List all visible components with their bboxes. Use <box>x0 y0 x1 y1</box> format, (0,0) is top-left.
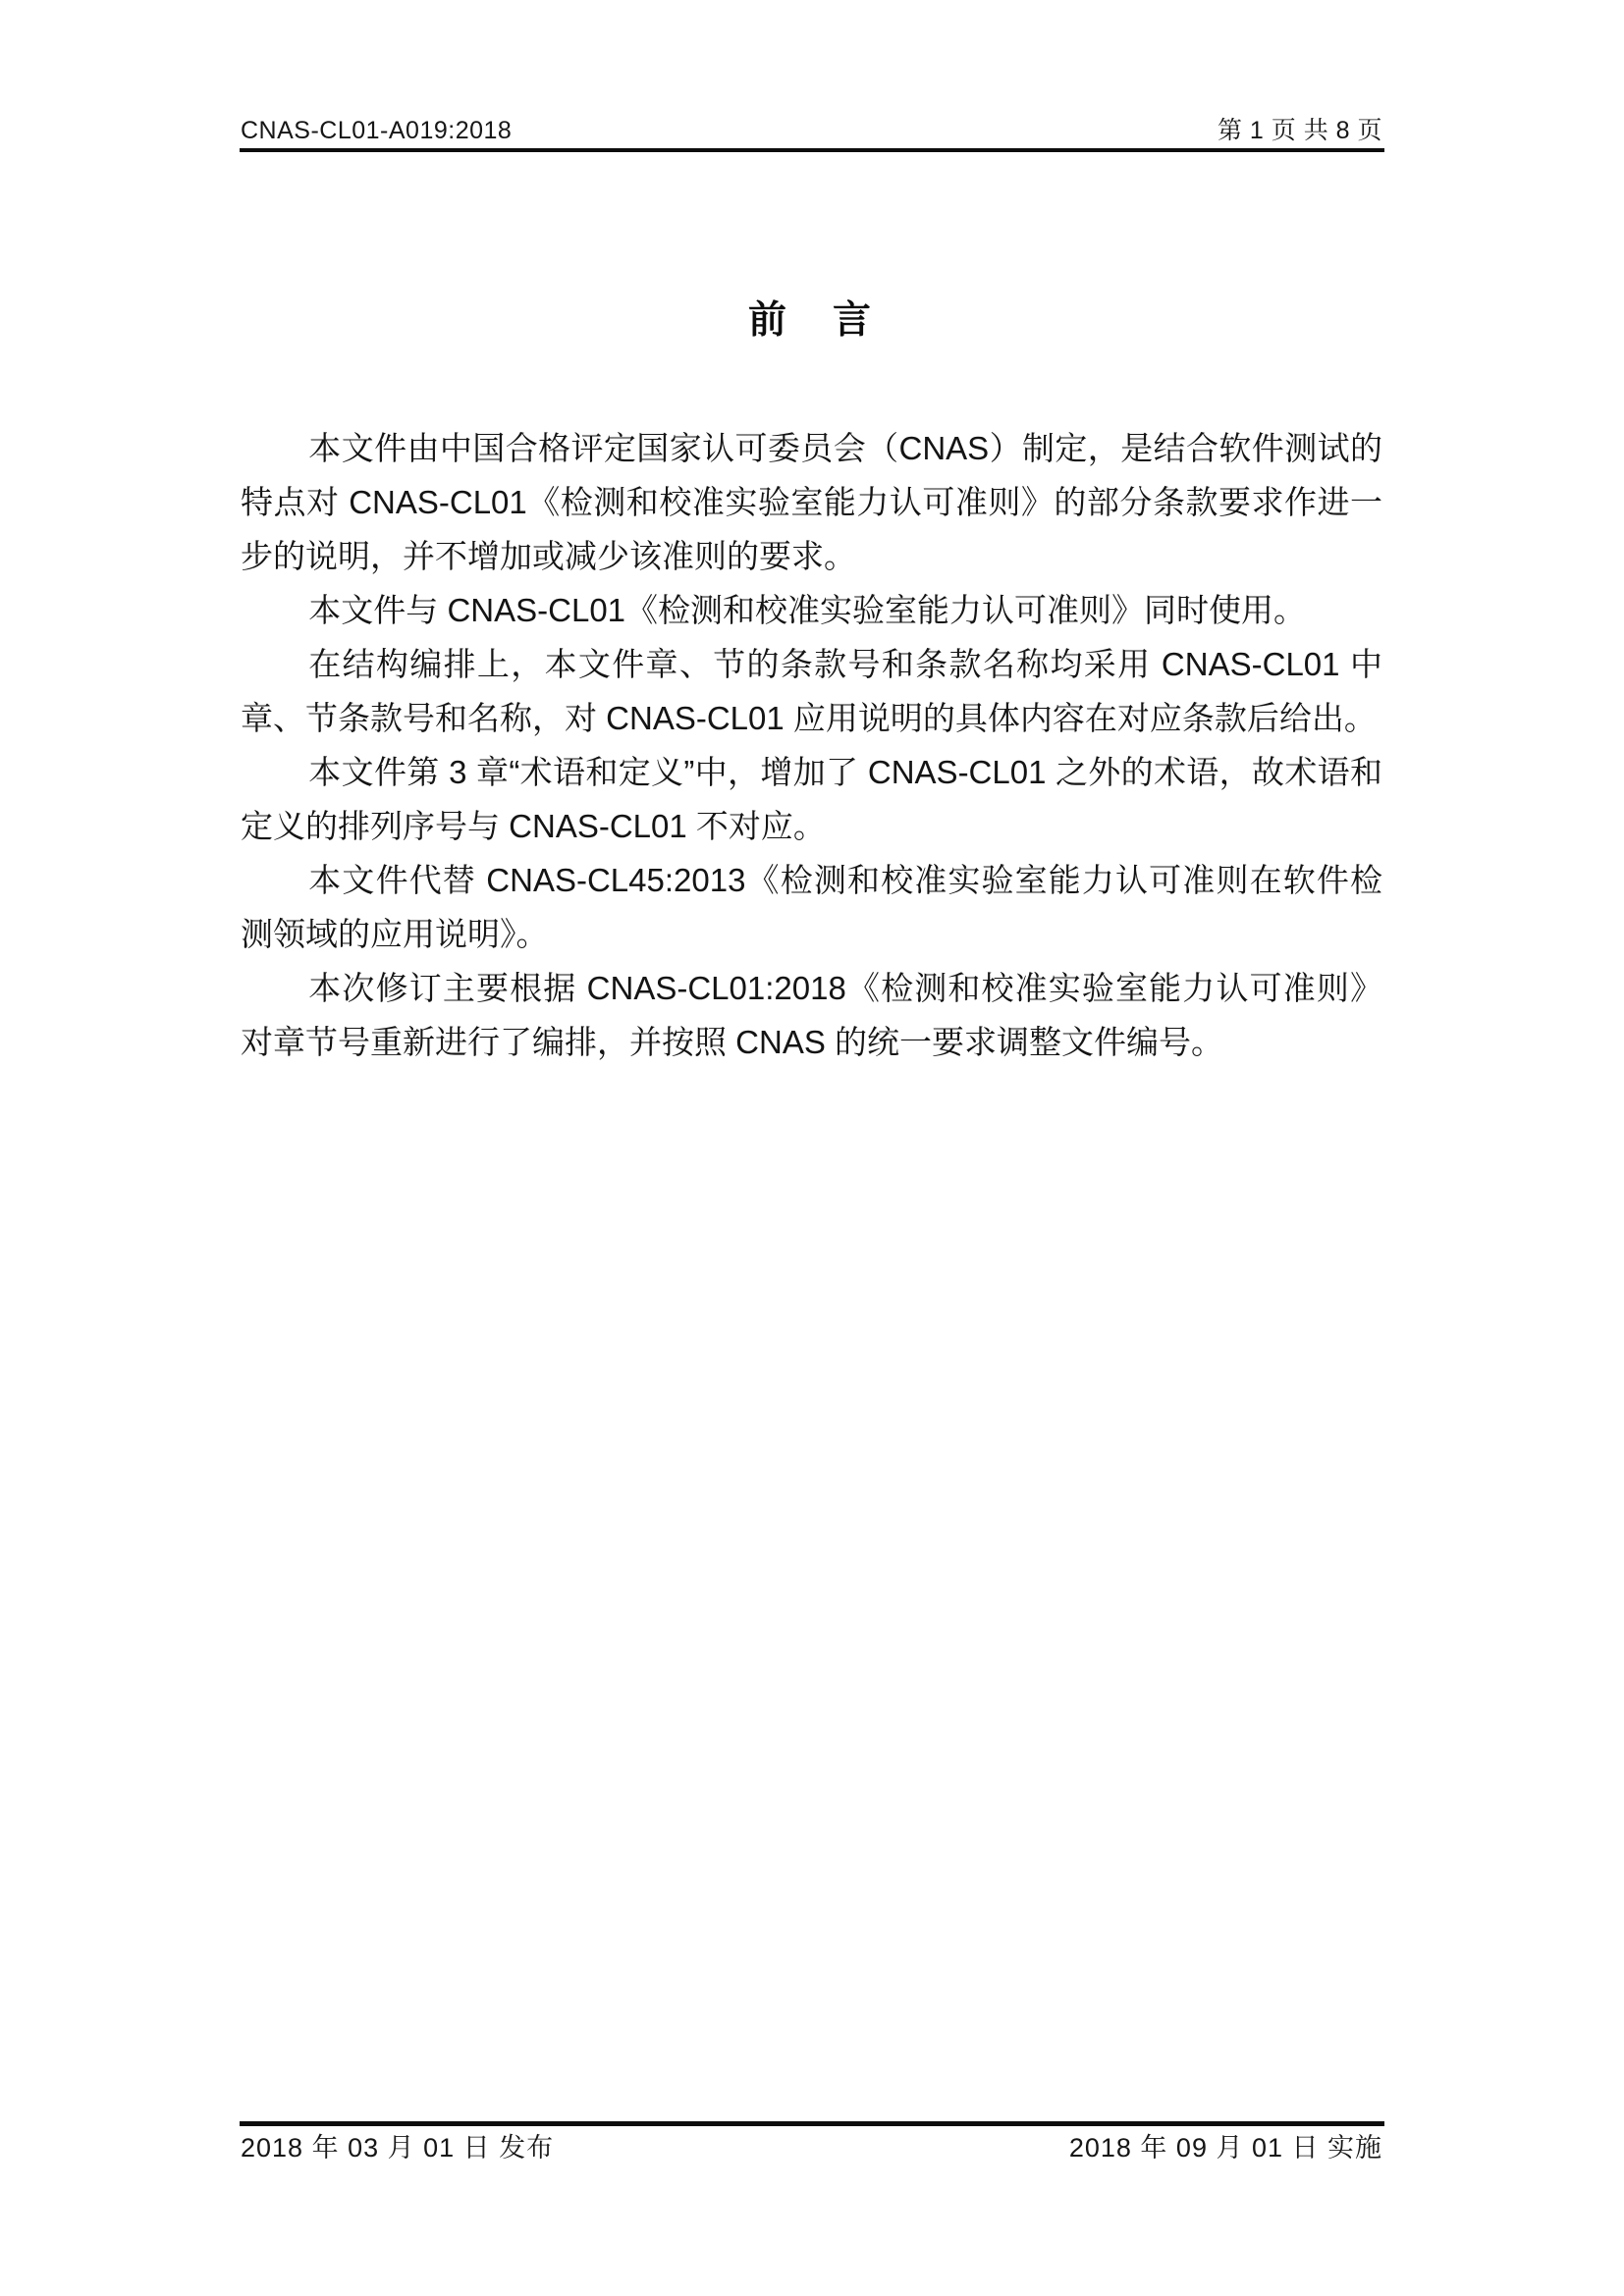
page-footer <box>241 2132 1382 2163</box>
paragraph-1: 本文件由中国合格评定国家认可委员会（CNAS）制定，是结合软件测试的特点对 CNAS-CL01《检测和校准实验室能力认可准则》的部分条款要求作进一步的说明，并不增加或减少该准则的要求。 <box>241 430 1382 574</box>
page-indicator: 第 1 页 共 8 页 <box>1217 117 1382 144</box>
paragraph-2: 本文件与 CNAS-CL01《检测和校准实验室能力认可准则》同时使用。 <box>308 592 1307 628</box>
paragraph-3: 在结构编排上，本文件章、节的条款号和条款名称均采用 CNAS-CL01 中章、节条款号和名称，对 CNAS-CL01 应用说明的具体内容在对应条款后给出。 <box>241 646 1382 736</box>
document-number: CNAS-CL01-A019:2018 <box>241 117 513 144</box>
paragraph-6: 本次修订主要根据 CNAS-CL01:2018《检测和校准实验室能力认可准则》对章节号重新进行了编排，并按照 CNAS 的统一要求调整文件编号。 <box>241 970 1382 1060</box>
footer-rule <box>240 2121 1384 2126</box>
paragraph-5: 本文件代替 CNAS-CL45:2013《检测和校准实验室能力认可准则在软件检测领域的应用说明》。 <box>241 862 1382 952</box>
implementation-date: 2018 年 09 月 01 日 实施 <box>1068 2133 1382 2163</box>
paragraph-4: 本文件第 3 章“术语和定义”中，增加了 CNAS-CL01 之外的术语，故术语和定义的排列序号与 CNAS-CL01 不对应。 <box>241 754 1382 844</box>
header-rule <box>240 148 1384 152</box>
foreword-title: 前 言 <box>747 299 875 342</box>
release-date: 2018 年 03 月 01 日 发布 <box>241 2133 555 2163</box>
page-header <box>241 116 1382 145</box>
document-body <box>241 421 1382 1069</box>
